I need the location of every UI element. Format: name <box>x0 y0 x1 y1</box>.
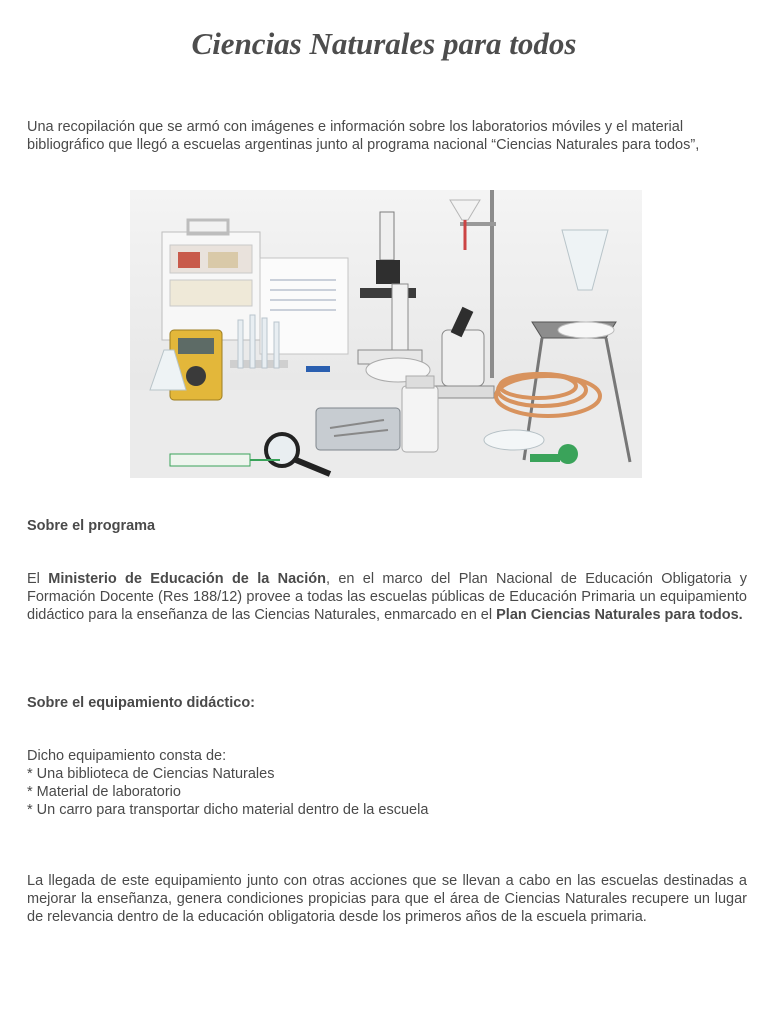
plan-bold: Plan Ciencias Naturales para todos. <box>496 607 743 623</box>
list-item: * Una biblioteca de Ciencias Naturales <box>27 766 275 782</box>
blue-marker-icon <box>306 366 330 372</box>
list-lead: Dicho equipamiento consta de: <box>27 748 227 764</box>
list-item: * Material de laboratorio <box>27 784 181 800</box>
equipamiento-list-block <box>27 747 747 819</box>
text-segment: El <box>27 571 49 587</box>
chart-booklet-icon <box>260 258 348 354</box>
cabinet-icon <box>162 220 260 340</box>
programa-paragraph <box>27 570 747 624</box>
petri-dish-icon <box>484 430 544 450</box>
bottle-icon <box>402 376 438 452</box>
equipamiento-list <box>27 765 747 819</box>
ministerio-bold: Ministerio de Educación de la Nación <box>48 571 326 587</box>
intro-paragraph: Una recopilación que se armó con imágenes e información sobre los laboratorios móviles y el material bibliográfico que llegó a escuelas argentinas junto al programa nacional “Ciencias Naturales para todos”, <box>27 119 700 153</box>
metal-tray-icon <box>316 408 400 450</box>
page-title: Ciencias Naturales para todos <box>191 26 577 61</box>
section-heading-equipamiento: Sobre el equipamiento didáctico: <box>27 695 256 711</box>
section-heading-programa: Sobre el programa <box>27 518 156 534</box>
lab-equipment-photo <box>130 190 642 478</box>
closing-paragraph: La llegada de este equipamiento junto con otras acciones que se llevan a cabo en las escuelas destinadas a mejorar la enseñanza, genera condiciones propicias para que el área de Ciencias Naturales recupere un lugar de relevancia dentro de la educación obligatoria desde los primeros años de la escuela primaria. <box>27 873 747 925</box>
list-item: * Un carro para transportar dicho material dentro de la escuela <box>27 802 429 818</box>
text-segment: , en el marco del Plan Nacional de Educación Obligatoria y Formación Docente (Res 188/12) provee a todas las escuelas públicas de Educación Primaria un equipamiento didáctico para la enseñanza de las Ciencias Naturales, enmarcado en el <box>27 571 747 623</box>
